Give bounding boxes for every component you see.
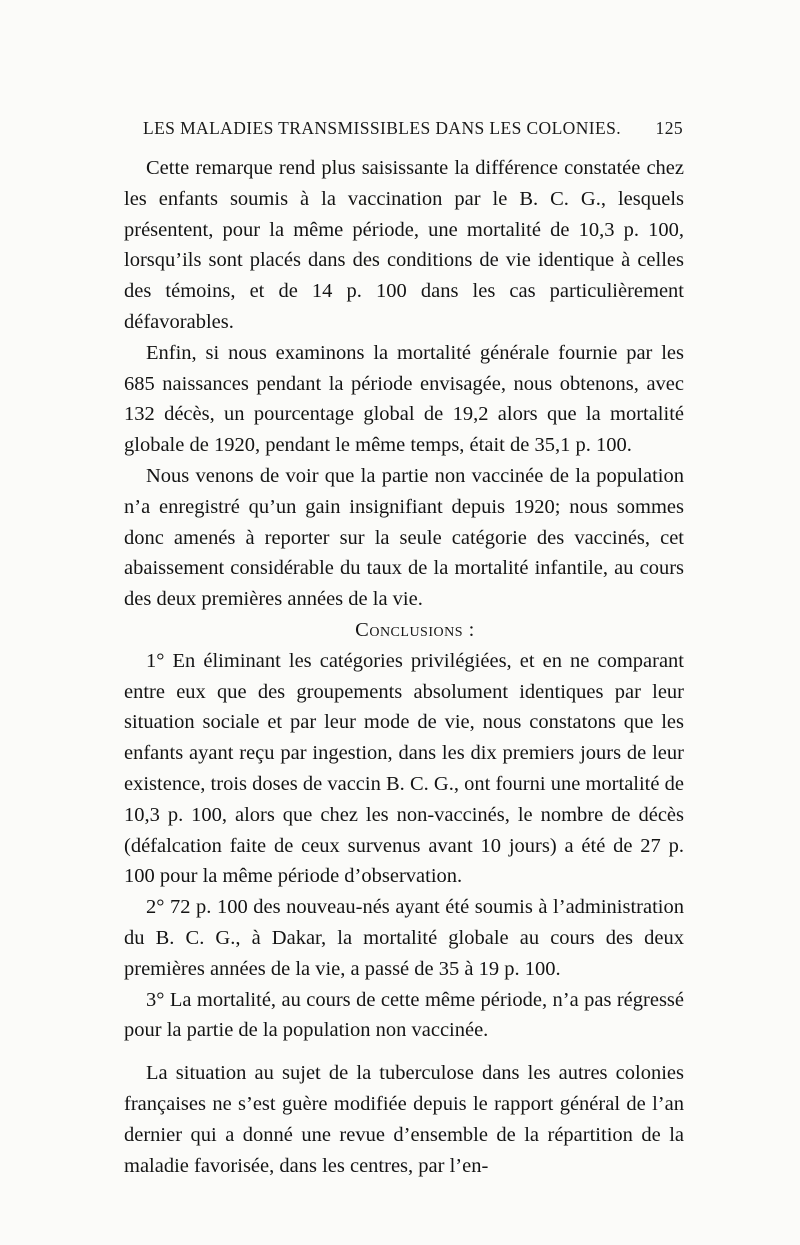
paragraph: Cette remarque rend plus saisissante la différence constatée chez les enfants soumis à la vaccination par le B. C. G., lesquels présentent, pour la même période, une mortalité de 10,3 p. 100, lorsqu’ils sont placés dans des conditions de vie identique à celles des témoins, et de 14 p. 100 dans les cas particulièrement défavorables. (124, 157, 684, 333)
paragraph: Enfin, si nous examinons la mortalité générale fournie par les 685 naissances pendant la période envisagée, nous obtenons, avec 132 décès, un pourcentage global de 19,2 alors que la mortalité globale de 1920, pendant le même temps, était de 35,1 p. 100. (124, 341, 684, 457)
conclusion-item: 2° 72 p. 100 des nouveau-nés ayant été soumis à l’administration du B. C. G., à Dakar, la mortalité globale au cours des deux premières années de la vie, a passé de 35 à 19 p. 100. (124, 896, 684, 980)
conclusion-item: 3° La mortalité, au cours de cette même période, n’a pas régressé pour la partie de la population non vaccinée. (124, 988, 684, 1042)
running-header (143, 118, 683, 139)
paragraph: La situation au sujet de la tuberculose dans les autres colonies françaises ne s’est guère modifiée depuis le rapport général de l’an dernier qui a donné une revue d’ensemble de la répartition de la maladie favorisée, dans les centres, par l’en- (124, 1062, 684, 1177)
body-text (124, 153, 684, 1181)
page-number: 125 (655, 118, 683, 138)
conclusion-item: 1° En éliminant les catégories privilégiées, et en ne comparant entre eux que des groupements absolument identiques par leur situation sociale et par leur mode de vie, nous constatons que les enfants ayant reçu par ingestion, dans les dix premiers jours de leur existence, trois doses de vaccin B. C. G., ont fourni une mortalité de 10,3 p. 100, alors que chez les non-vaccinés, le nombre de décès (défalcation faite de ceux survenus avant 10 jours) a été de 27 p. 100 pour la même période d’observation. (124, 649, 684, 888)
running-title: LES MALADIES TRANSMISSIBLES DANS LES COLONIES. (143, 118, 621, 138)
paragraph: Nous venons de voir que la partie non vaccinée de la population n’a enregistré qu’un gain insignifiant depuis 1920; nous sommes donc amenés à reporter sur la seule catégorie des vaccinés, cet abaissement considérable du taux de la mortalité infantile, au cours des deux premières années de la vie. (124, 464, 684, 611)
section-heading: Conclusions : (355, 618, 475, 641)
